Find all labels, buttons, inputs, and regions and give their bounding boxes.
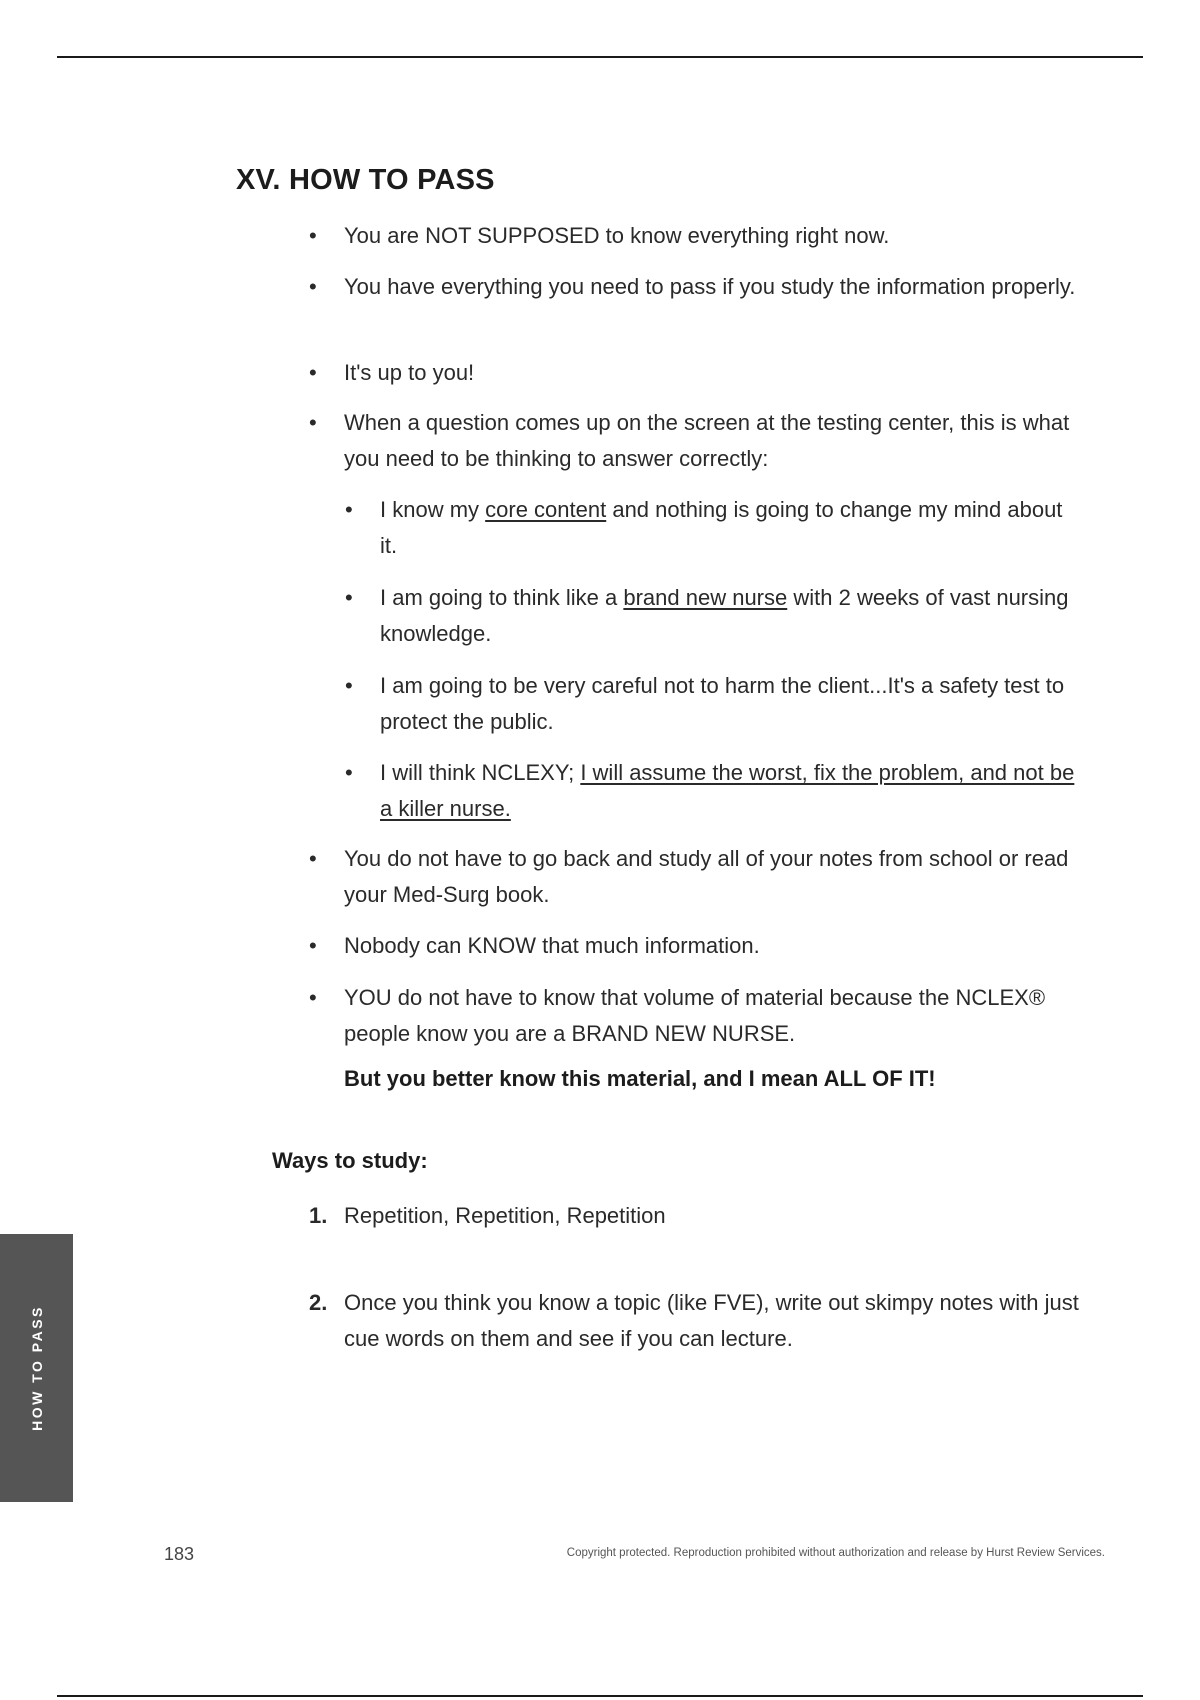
emphasis-statement: But you better know this material, and I mean ALL OF IT!	[344, 1066, 936, 1091]
bullet-dot-icon: •	[309, 274, 317, 299]
bottom-rule	[57, 1695, 1143, 1697]
side-section-tab	[0, 1234, 73, 1502]
copyright-notice: Copyright protected. Reproduction prohibited without authorization and release by Hurst Review Services.	[566, 1547, 1105, 1559]
page-number: 183	[164, 1544, 195, 1564]
numbered-item: 2. Once you think you know a topic (like FVE), write out skimpy notes with just cue words on them and see if you can lecture.	[344, 1285, 1084, 1357]
bullet-dot-icon: •	[345, 497, 353, 522]
bullet-item: • When a question comes up on the screen at the testing center, this is what you need to be thinking to answer correctly:	[344, 405, 1084, 477]
sub-bullet-item: • I am going to think like a brand new nurse with 2 weeks of vast nursing knowledge.	[380, 580, 1080, 652]
ways-to-study-heading: Ways to study:	[272, 1148, 428, 1173]
bullet-item: • It's up to you!	[344, 355, 1084, 391]
numbered-item: 1. Repetition, Repetition, Repetition	[344, 1198, 1084, 1234]
bullet-item: • You are NOT SUPPOSED to know everything right now.	[344, 218, 1084, 254]
bullet-item: • You have everything you need to pass if you study the information properly.	[344, 269, 1084, 305]
bullet-dot-icon: •	[345, 673, 353, 698]
bullet-dot-icon: •	[309, 223, 317, 248]
bullet-item: • You do not have to go back and study all of your notes from school or read your Med-Surg book.	[344, 841, 1084, 913]
sub-bullet-item: • I know my core content and nothing is going to change my mind about it.	[380, 492, 1080, 564]
section-title: XV. HOW TO PASS	[236, 164, 495, 196]
bullet-dot-icon: •	[309, 933, 317, 958]
bullet-item: • Nobody can KNOW that much information.	[344, 928, 1084, 964]
bullet-dot-icon: •	[345, 760, 353, 785]
bullet-dot-icon: •	[309, 985, 317, 1010]
sub-bullet-item: • I will think NCLEXY; I will assume the worst, fix the problem, and not be a killer nurse.	[380, 755, 1080, 827]
bullet-dot-icon: •	[309, 846, 317, 871]
bullet-item: • YOU do not have to know that volume of material because the NCLEX® people know you are a BRAND NEW NURSE.	[344, 980, 1084, 1052]
bullet-dot-icon: •	[345, 585, 353, 610]
bullet-dot-icon: •	[309, 360, 317, 385]
item-number: 2.	[309, 1290, 328, 1315]
bullet-dot-icon: •	[309, 410, 317, 435]
sub-bullet-item: • I am going to be very careful not to harm the client...It's a safety test to protect the public.	[380, 668, 1080, 740]
side-tab-label: HOW TO PASS	[28, 1305, 45, 1431]
item-number: 1.	[309, 1203, 328, 1228]
top-rule	[57, 56, 1143, 58]
